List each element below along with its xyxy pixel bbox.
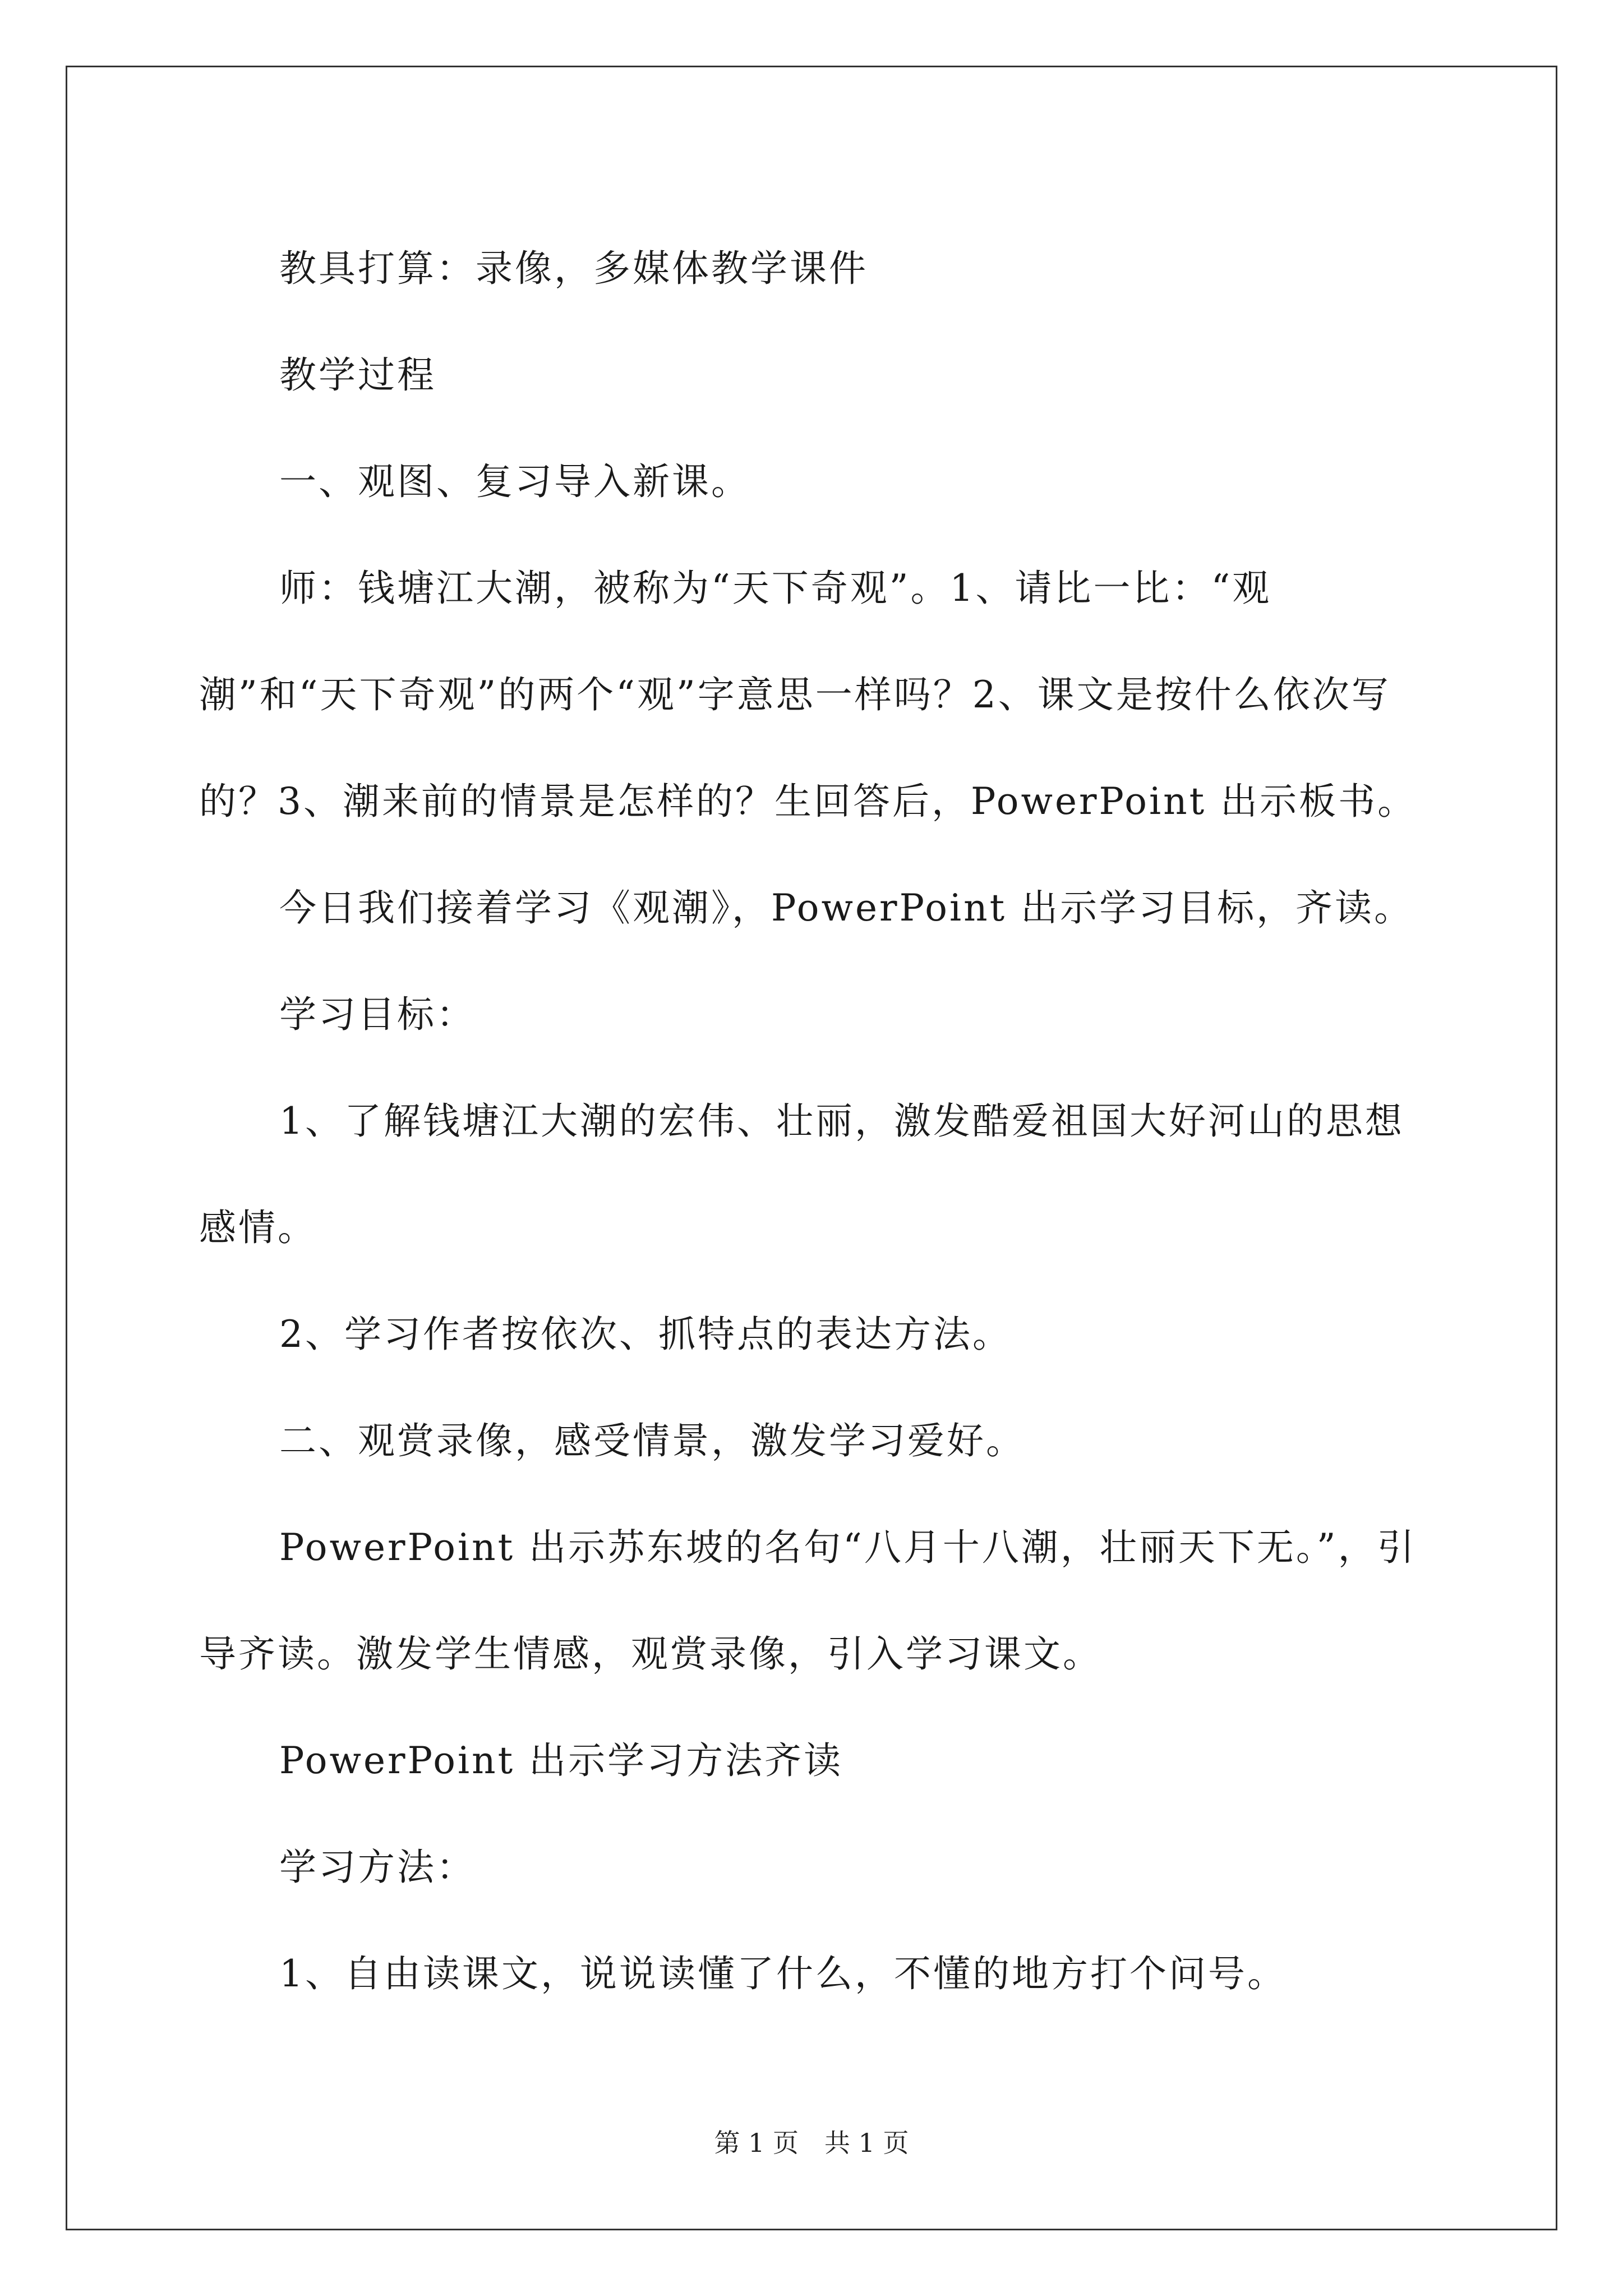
paragraph-methods-heading: 学习方法： bbox=[279, 1846, 476, 1889]
paragraph-teaching-process: 教学过程 bbox=[279, 353, 436, 397]
paragraph-section-one: 一、观图、复习导入新课。 bbox=[279, 460, 750, 503]
page-footer: 第 1 页 共 1 页 bbox=[714, 2128, 909, 2158]
paragraph-teacher-questions: 师：钱塘江大潮，被称为“天下奇观”。1、请比一比：“观潮”和“天下奇观”的两个“观”字意思一样吗？2、课文是按什么依次写的？3、潮来前的情景是怎样的？生回答后，PowerPoint 出示板书。 bbox=[199, 567, 1417, 823]
paragraph-learning-goals-heading: 学习目标： bbox=[279, 993, 476, 1036]
paragraph-section-two: 二、观赏录像，感受情景，激发学习爱好。 bbox=[279, 1419, 1025, 1462]
paragraph-goal-one: 1、了解钱塘江大潮的宏伟、壮丽，激发酷爱祖国大好河山的思想感情。 bbox=[199, 1099, 1404, 1249]
paragraph-teaching-aids: 教具打算：录像，多媒体教学课件 bbox=[279, 247, 868, 290]
paragraph-poem-quote: PowerPoint 出示苏东坡的名句“八月十八潮，壮丽天下无。”，引导齐读。激发学生情感，观赏录像，引入学习课文。 bbox=[199, 1526, 1417, 1676]
paragraph-methods-intro: PowerPoint 出示学习方法齐读 bbox=[279, 1739, 843, 1782]
paragraph-method-one: 1、自由读课文，说说读懂了什么，不懂的地方打个问号。 bbox=[279, 1952, 1287, 1995]
paragraph-goal-two: 2、学习作者按依次、抓特点的表达方法。 bbox=[279, 1313, 1012, 1356]
document-body bbox=[199, 215, 1427, 2027]
paragraph-today-learning: 今日我们接着学习《观潮》，PowerPoint 出示学习目标，齐读。 bbox=[279, 886, 1414, 930]
